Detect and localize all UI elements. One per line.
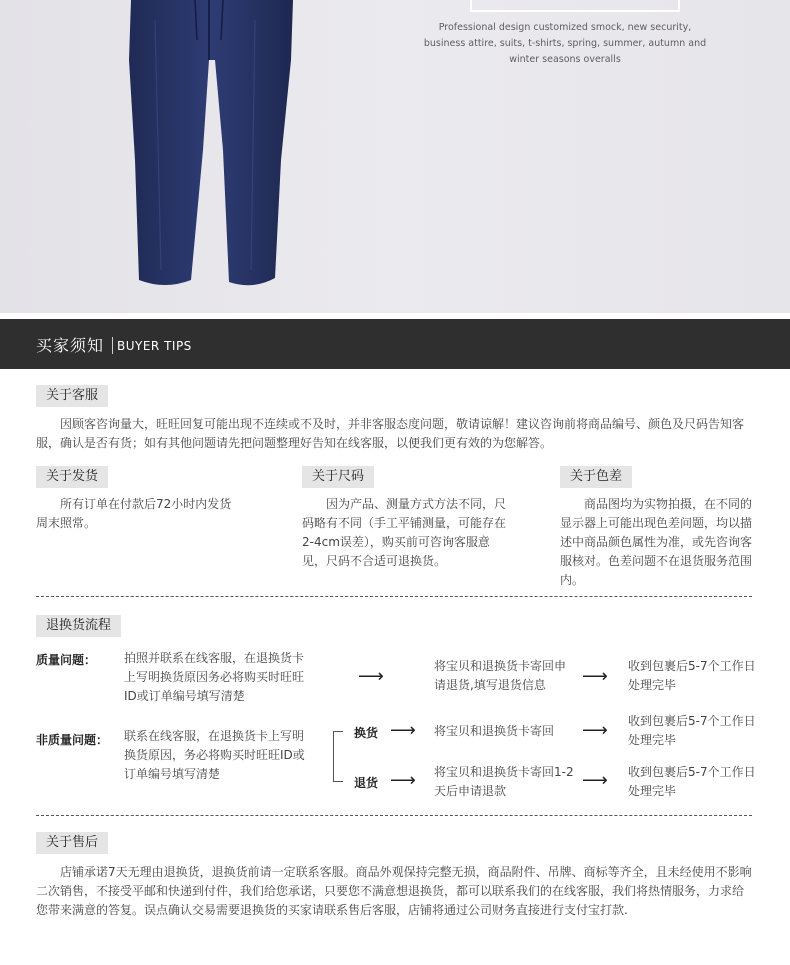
- non-quality-issue-desc: 联系在线客服，在退换货卡上写明换货原因，务必将购买时旺旺ID或订单编号填写清楚: [124, 729, 305, 781]
- refund-label: 退货: [354, 776, 379, 790]
- banner-title-en: BUYER TIPS: [117, 339, 192, 353]
- arrow-icon: ⟶: [358, 666, 384, 687]
- sizing-text: 因为产品、测量方式方法不同，尺码略有不同（手工平铺测量，可能存在2-4cm误差），购买前可咨询客服意见，尺码不合适可退换货。: [302, 497, 507, 568]
- refund-step1: 将宝贝和退换货卡寄回1-2天后申请退款: [434, 765, 574, 798]
- section-divider: [36, 596, 752, 597]
- after-sales-text: 店铺承诺7天无理由退换货，退换货前请一定联系客服。商品外观保持完整无损，商品附件、吊牌、商标等齐全，且未经使用不影响二次销售，不接受平邮和快递到付件，我们给您承诺，只要您不满意想退换货，都可以联系我们的在线客服，我们将热情服务，力求给您带来满意的答复。误点确认交易需要退换货的买家请联系售后客服，店铺将通过公司财务直接进行支付宝打款.: [36, 865, 752, 917]
- branch-bracket: [333, 731, 343, 782]
- shipping-tag: 关于发货: [36, 466, 108, 488]
- product-photo: [0, 0, 790, 313]
- hero-caption: [420, 20, 710, 68]
- quality-step1: 将宝贝和退换货卡寄回申请退货,填写退货信息: [434, 659, 567, 692]
- exchange-step1: 将宝贝和退换货卡寄回: [434, 724, 555, 738]
- arrow-icon: ⟶: [582, 720, 608, 741]
- color-diff-text: 商品图均为实物拍摄，在不同的显示器上可能出现色差问题，均以描述中商品颜色属性为准，或先咨询客服核对。色差问题不在退货服务范围内。: [560, 497, 753, 587]
- banner-divider: [112, 337, 113, 354]
- buyer-tips-banner: [0, 319, 790, 369]
- exchange-step2: 收到包裹后5-7个工作日处理完毕: [628, 714, 756, 747]
- hero-caption-line: winter seasons overalls: [509, 54, 621, 65]
- arrow-icon: ⟶: [390, 770, 416, 791]
- hero-caption-line: Professional design customized smock, new security,: [438, 22, 692, 33]
- sizing-tag: 关于尺码: [302, 466, 374, 488]
- pants-illustration: [125, 0, 305, 292]
- arrow-icon: ⟶: [390, 720, 416, 741]
- shipping-text: 所有订单在付款后72小时内发货周末照常。: [36, 497, 232, 530]
- non-quality-issue-label: 非质量问题：: [36, 733, 109, 747]
- color-diff-tag: 关于色差: [560, 466, 632, 488]
- caption-frame: [470, 0, 680, 12]
- quality-issue-desc: 拍照并联系在线客服，在退换货卡上写明换货原因务必将购买时旺旺ID或订单编号填写清楚: [124, 651, 305, 703]
- banner-title-cn: 买家须知: [36, 336, 105, 355]
- arrow-icon: ⟶: [582, 666, 608, 687]
- hero-caption-line: business attire, suits, t-shirts, spring, summer, autumn and: [423, 38, 707, 49]
- exchange-label: 换货: [354, 726, 379, 740]
- customer-service-text: 因顾客咨询量大，旺旺回复可能出现不连续或不及时，并非客服态度问题，敬请谅解！建议咨询前将商品编号、颜色及尺码告知客服，确认是否有货；如有其他问题请先把问题整理好告知在线客服，以便我们更有效的为您解答。: [36, 417, 745, 450]
- quality-issue-label: 质量问题：: [36, 653, 97, 667]
- after-sales-tag: 关于售后: [36, 832, 108, 854]
- quality-step2: 收到包裹后5-7个工作日处理完毕: [628, 659, 756, 692]
- returns-flow-tag: 退换货流程: [36, 615, 121, 637]
- refund-step2: 收到包裹后5-7个工作日处理完毕: [628, 765, 756, 798]
- arrow-icon: ⟶: [582, 770, 608, 791]
- section-divider: [36, 815, 752, 816]
- customer-service-tag: 关于客服: [36, 385, 108, 407]
